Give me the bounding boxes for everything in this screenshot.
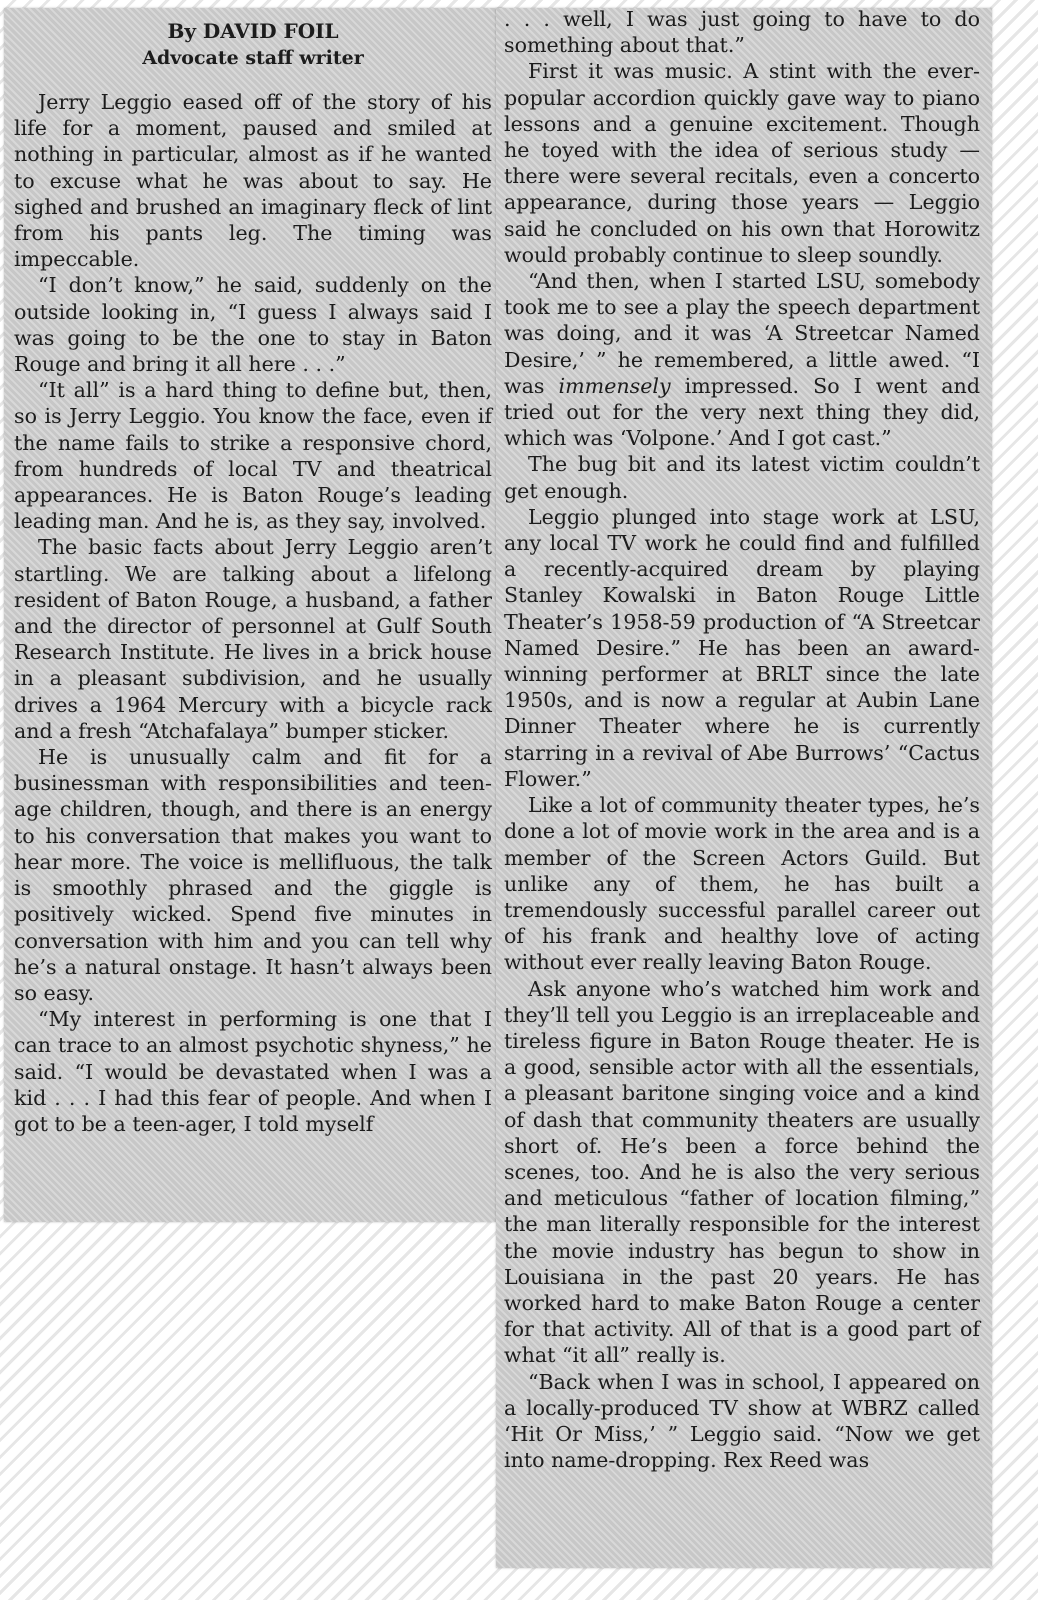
paragraph-text-tail: impressed. So I went and tried out for the very next thing they did, which was ‘Volpone.’ And I got cast.”	[504, 373, 980, 451]
paragraph	[504, 268, 980, 451]
paragraph: First it was music. A stint with the ever-popular accordion quickly gave way to piano lessons and a genuine excitement. Though he toyed with the idea of serious study — there were several recitals, even a concerto appearance, during those years — Leggio said he concluded on his own that Horowitz would probably continue to sleep soundly.	[504, 59, 980, 267]
paragraph: Jerry Leggio eased off of the story of his life for a moment, paused and smiled at nothing in particular, almost as if he wanted to excuse what he was about to say. He sighed and brushed an imaginary fleck of lint from his pants leg. The timing was impeccable.	[14, 90, 492, 272]
paragraph: “It all” is a hard thing to define but, then, so is Jerry Leggio. You know the face, even if the name fails to strike a responsive chord, from hundreds of local TV and theatrical appearances. He is Baton Rouge’s leading leading man. And he is, as they say, involved.	[14, 378, 492, 534]
paragraph-text: “And then, when I started LSU, somebody took me to see a play the speech department was doing, and it was ‘A Streetcar Named Desire,’ ” he remembered, a little awed. “I was	[504, 269, 980, 398]
paragraph: Like a lot of community theater types, he’s done a lot of movie work in the area and is a member of the Screen Actors Guild. But unlike any of them, he has built a tremendously successful parallel career out of his frank and healthy love of acting without ever really leaving Baton Rouge.	[504, 793, 980, 975]
article-right-column	[504, 6, 980, 1473]
article-left-column	[14, 18, 492, 1137]
byline-title: Advocate staff writer	[142, 47, 364, 69]
continuation-paragraph: . . . well, I was just going to have to do something about that.”	[504, 7, 980, 58]
paragraph: He is unusually calm and fit for a businessman with responsibilities and teen-age children, though, and there is an energy to his conversation that makes you want to hear more. The voice is mellifluous, the talk is smoothly phrased and the giggle is positively wicked. Spend five minutes in conversation with him and you can tell why he’s a natural onstage. It hasn’t always been so easy.	[14, 745, 492, 1005]
paragraph: The basic facts about Jerry Leggio aren’t startling. We are talking about a lifelong resident of Baton Rouge, a husband, a father and the director of personnel at Gulf South Research Institute. He lives in a brick house in a pleasant subdivision, and he usually drives a 1964 Mercury with a bicycle rack and a fresh “Atchafalaya” bumper sticker.	[14, 535, 492, 743]
paragraph: Ask anyone who’s watched him work and they’ll tell you Leggio is an irreplaceable and tireless figure in Baton Rouge theater. He is a good, sensible actor with all the essentials, a pleasant baritone singing voice and a kind of dash that community theaters are usually short of. He’s been a force behind the scenes, too. And he is also the very serious and meticulous “father of location filming,” the man literally responsible for the interest the movie industry has begun to show in Louisiana in the past 20 years. He has worked hard to make Baton Rouge a center for that activity. All of that is a good part of what “it all” really is.	[504, 976, 980, 1368]
byline: By DAVID FOIL	[167, 19, 339, 43]
emphasis-text: immensely	[558, 373, 671, 398]
paragraph: “I don’t know,” he said, suddenly on the outside looking in, “I guess I always said I was going to be the one to stay in Baton Rouge and bring it all here . . .”	[14, 273, 492, 377]
paragraph: “My interest in performing is one that I can trace to an almost psychotic shyness,” he said. “I would be devastated when I was a kid . . . I had this fear of people. And when I got to be a teen-ager, I told myself	[14, 1007, 492, 1136]
paragraph: Leggio plunged into stage work at LSU, any local TV work he could find and fulfilled a recently-acquired dream by playing Stanley Kowalski in Baton Rouge Little Theater’s 1958-59 production of “A Streetcar Named Desire.” He has been an award-winning performer at BRLT since the late 1950s, and is now a regular at Aubin Lane Dinner Theater where he is currently starring in a revival of Abe Burrows’ “Cactus Flower.”	[504, 504, 980, 791]
paragraph: The bug bit and its latest victim couldn’t get enough.	[504, 452, 980, 503]
paragraph: “Back when I was in school, I appeared on a locally-produced TV show at WBRZ called ‘Hit Or Miss,’ ” Leggio said. “Now we get into name-dropping. Rex Reed was	[504, 1369, 980, 1473]
